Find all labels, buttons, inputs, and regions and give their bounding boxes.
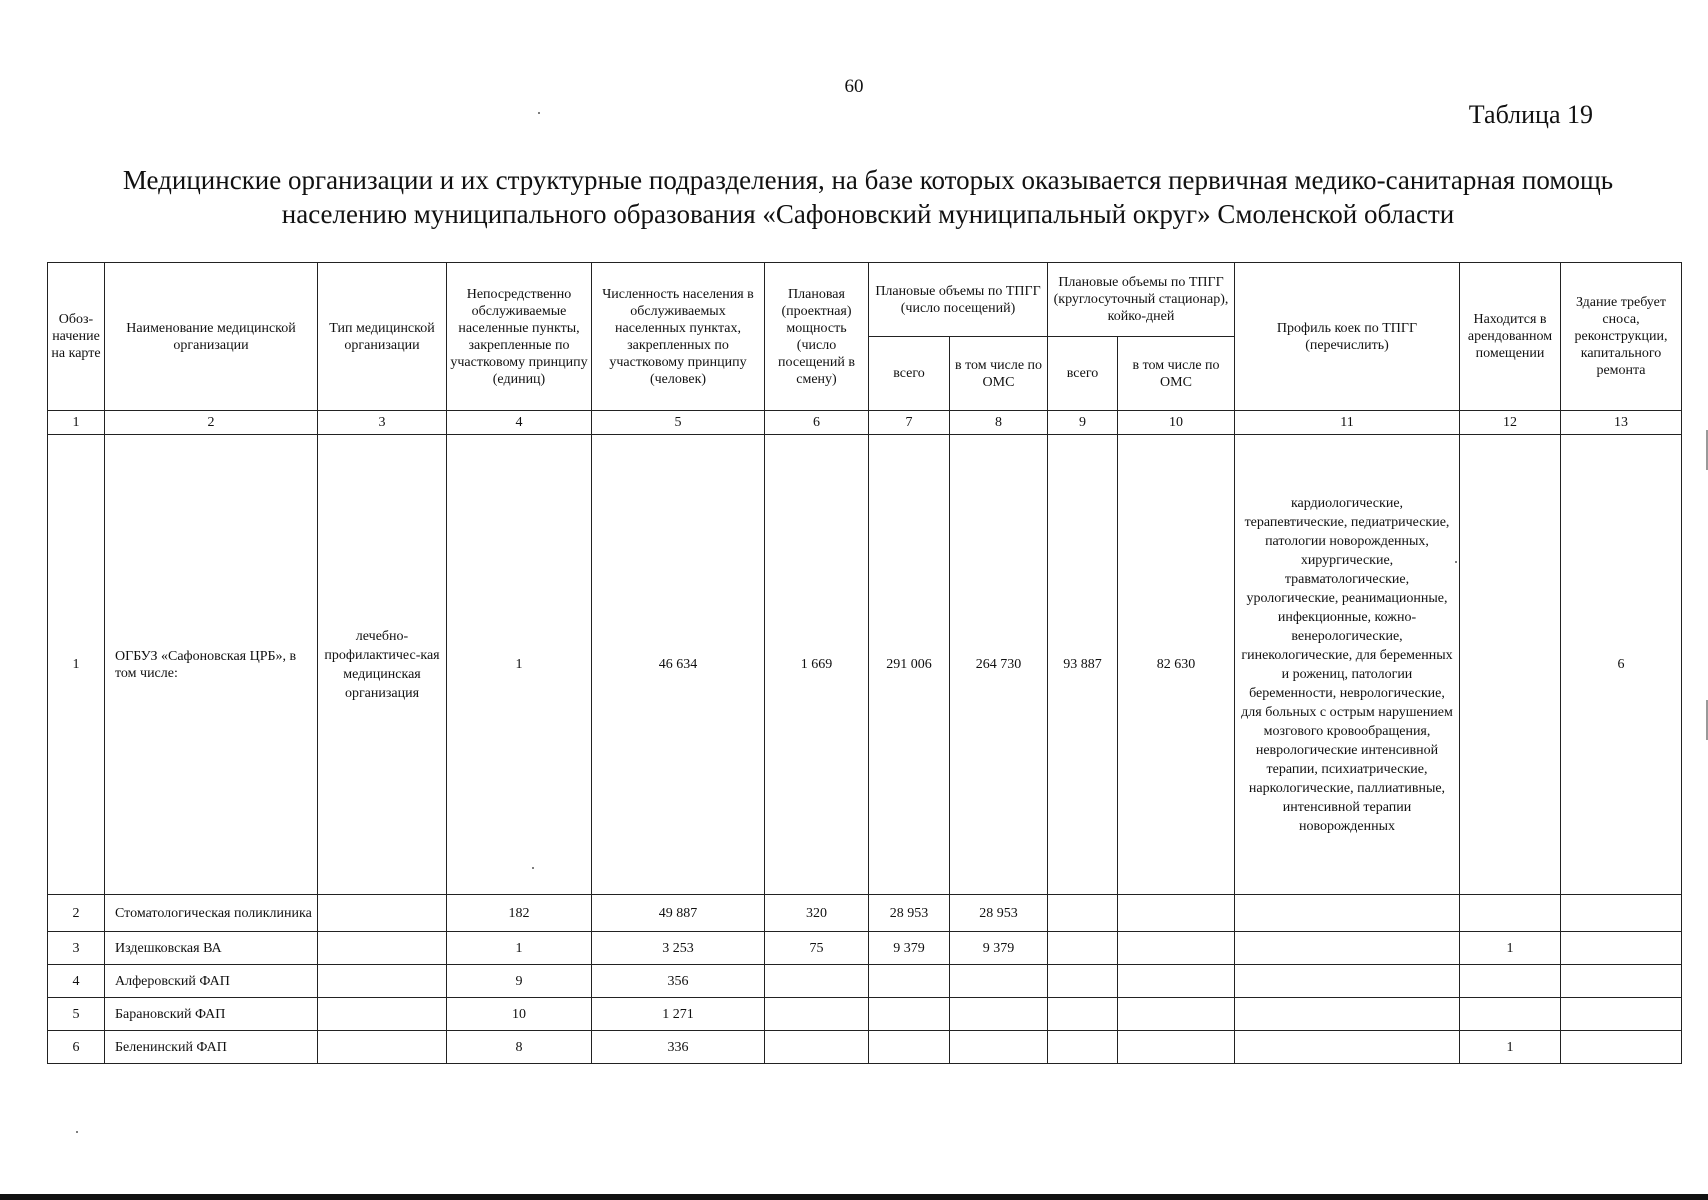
visits-oms-cell: 264 730 [950,435,1048,895]
scan-speck [538,112,540,114]
table-row [48,932,1682,965]
visits-total-cell [869,998,950,1031]
settlements-cell: 1 [447,932,592,965]
rented-cell [1460,998,1561,1031]
settlements-cell: 9 [447,965,592,998]
repair-cell: 6 [1561,435,1682,895]
table-row [48,895,1682,932]
capacity-cell: 320 [765,895,869,932]
bed-profile-cell [1235,998,1460,1031]
row-number-cell: 1 [48,435,105,895]
beds-oms-cell: 82 630 [1118,435,1235,895]
beds-total-cell [1048,965,1118,998]
column-number: 3 [318,411,447,435]
header-rented: Находится в арендованном помещении [1460,263,1561,411]
row-number-cell: 5 [48,998,105,1031]
header-visits-oms: в том числе по ОМС [950,337,1048,411]
population-cell: 1 271 [592,998,765,1031]
settlements-cell: 10 [447,998,592,1031]
table-label: Таблица 19 [1468,100,1593,129]
column-number: 4 [447,411,592,435]
beds-total-cell [1048,1031,1118,1064]
beds-total-cell [1048,932,1118,965]
repair-cell [1561,1031,1682,1064]
header-settlements: Непосредственно обслуживаемые населенные пункты, закрепленные по участковому принципу (единиц) [447,263,592,411]
table-row [48,965,1682,998]
org-name-cell: Издешковская ВА [105,932,318,965]
settlements-cell: 8 [447,1031,592,1064]
beds-total-cell: 93 887 [1048,435,1118,895]
visits-total-cell: 291 006 [869,435,950,895]
header-population: Численность населения в обслуживаемых населенных пунктах, закрепленных по участковому принципу (человек) [592,263,765,411]
org-name-cell: Стоматологическая поликлиника [105,895,318,932]
header-map-designation: Обоз-начение на карте [48,263,105,411]
column-number: 1 [48,411,105,435]
rented-cell: 1 [1460,1031,1561,1064]
column-number: 8 [950,411,1048,435]
population-cell: 49 887 [592,895,765,932]
row-number-cell: 2 [48,895,105,932]
population-cell: 336 [592,1031,765,1064]
scan-bottom-edge [0,1194,1708,1200]
bed-profile-cell [1235,965,1460,998]
beds-oms-cell [1118,895,1235,932]
header-org-type: Тип медицинской организации [318,263,447,411]
repair-cell [1561,895,1682,932]
column-number: 2 [105,411,318,435]
header-visits-total: всего [869,337,950,411]
header-repair: Здание требует сноса, реконструкции, капитального ремонта [1561,263,1682,411]
visits-oms-cell: 28 953 [950,895,1048,932]
rented-cell: 1 [1460,932,1561,965]
org-type-cell [318,998,447,1031]
visits-total-cell: 28 953 [869,895,950,932]
bed-profile-cell [1235,895,1460,932]
repair-cell [1561,932,1682,965]
org-name-cell: ОГБУЗ «Сафоновская ЦРБ», в том числе: [105,435,318,895]
population-cell: 46 634 [592,435,765,895]
column-number: 7 [869,411,950,435]
capacity-cell: 75 [765,932,869,965]
settlements-cell: 1 [447,435,592,895]
title-line-1: Медицинские организации и их структурные подразделения, на базе которых оказывается первичная медико-санитарная помощь [122,165,1614,195]
beds-total-cell [1048,895,1118,932]
header-beds-oms: в том числе по ОМС [1118,337,1235,411]
column-number: 13 [1561,411,1682,435]
capacity-cell [765,1031,869,1064]
visits-total-cell [869,1031,950,1064]
header-capacity: Плановая (проектная) мощность (число посещений в смену) [765,263,869,411]
repair-cell [1561,998,1682,1031]
org-type-cell [318,895,447,932]
column-number: 12 [1460,411,1561,435]
org-type-cell [318,965,447,998]
org-type-cell: лечебно-профилактичес-кая медицинская организация [318,435,447,895]
org-name-cell: Барановский ФАП [105,998,318,1031]
table-row [48,998,1682,1031]
column-number: 9 [1048,411,1118,435]
row-number-cell: 6 [48,1031,105,1064]
population-cell: 3 253 [592,932,765,965]
capacity-cell [765,965,869,998]
page-number: 60 [844,76,864,97]
beds-oms-cell [1118,965,1235,998]
population-cell: 356 [592,965,765,998]
scan-speck [76,1131,78,1133]
header-group-visits: Плановые объемы по ТПГГ (число посещений) [869,263,1048,337]
capacity-cell: 1 669 [765,435,869,895]
beds-total-cell [1048,998,1118,1031]
org-type-cell [318,1031,447,1064]
org-name-cell: Алферовский ФАП [105,965,318,998]
rented-cell [1460,895,1561,932]
table-header [48,263,1682,435]
column-number: 11 [1235,411,1460,435]
page-title [48,163,1688,231]
header-group-beds: Плановые объемы по ТПГГ (круглосуточный стационар), койко-дней [1048,263,1235,337]
beds-oms-cell [1118,1031,1235,1064]
rented-cell [1460,965,1561,998]
beds-oms-cell [1118,932,1235,965]
header-beds-total: всего [1048,337,1118,411]
column-number: 6 [765,411,869,435]
rented-cell [1460,435,1561,895]
visits-total-cell [869,965,950,998]
capacity-cell [765,998,869,1031]
column-number: 5 [592,411,765,435]
visits-oms-cell: 9 379 [950,932,1048,965]
scan-speck [1455,561,1457,563]
bed-profile-cell [1235,932,1460,965]
visits-oms-cell [950,998,1048,1031]
repair-cell [1561,965,1682,998]
organizations-table [47,262,1682,1064]
header-org-name: Наименование медицинской организации [105,263,318,411]
column-number: 10 [1118,411,1235,435]
title-line-2: населению муниципального образования «Сафоновский муниципальный округ» Смоленской области [281,199,1455,229]
visits-total-cell: 9 379 [869,932,950,965]
visits-oms-cell [950,965,1048,998]
row-number-cell: 3 [48,932,105,965]
column-numbers-row [48,411,1682,435]
table-body [48,435,1682,1064]
visits-oms-cell [950,1031,1048,1064]
org-type-cell [318,932,447,965]
org-name-cell: Беленинский ФАП [105,1031,318,1064]
table-row [48,1031,1682,1064]
settlements-cell: 182 [447,895,592,932]
bed-profile-cell: кардиологические, терапевтические, педиатрические, патологии новорожденных, хирургические, травматологические, урологические, реанимационные, инфекционные, кожно-венерологические, гинекологические, для беременных и рожениц, патологии беременности, неврологические, для больных с острым нарушением мозгового кровообращения, неврологические интенсивной терапии, психиатрические, наркологические, паллиативные, интенсивной терапии новорожденных [1235,435,1460,895]
table-row [48,435,1682,895]
bed-profile-cell [1235,1031,1460,1064]
scan-speck [532,867,534,869]
header-bed-profile: Профиль коек по ТПГГ (перечислить) [1235,263,1460,411]
beds-oms-cell [1118,998,1235,1031]
row-number-cell: 4 [48,965,105,998]
